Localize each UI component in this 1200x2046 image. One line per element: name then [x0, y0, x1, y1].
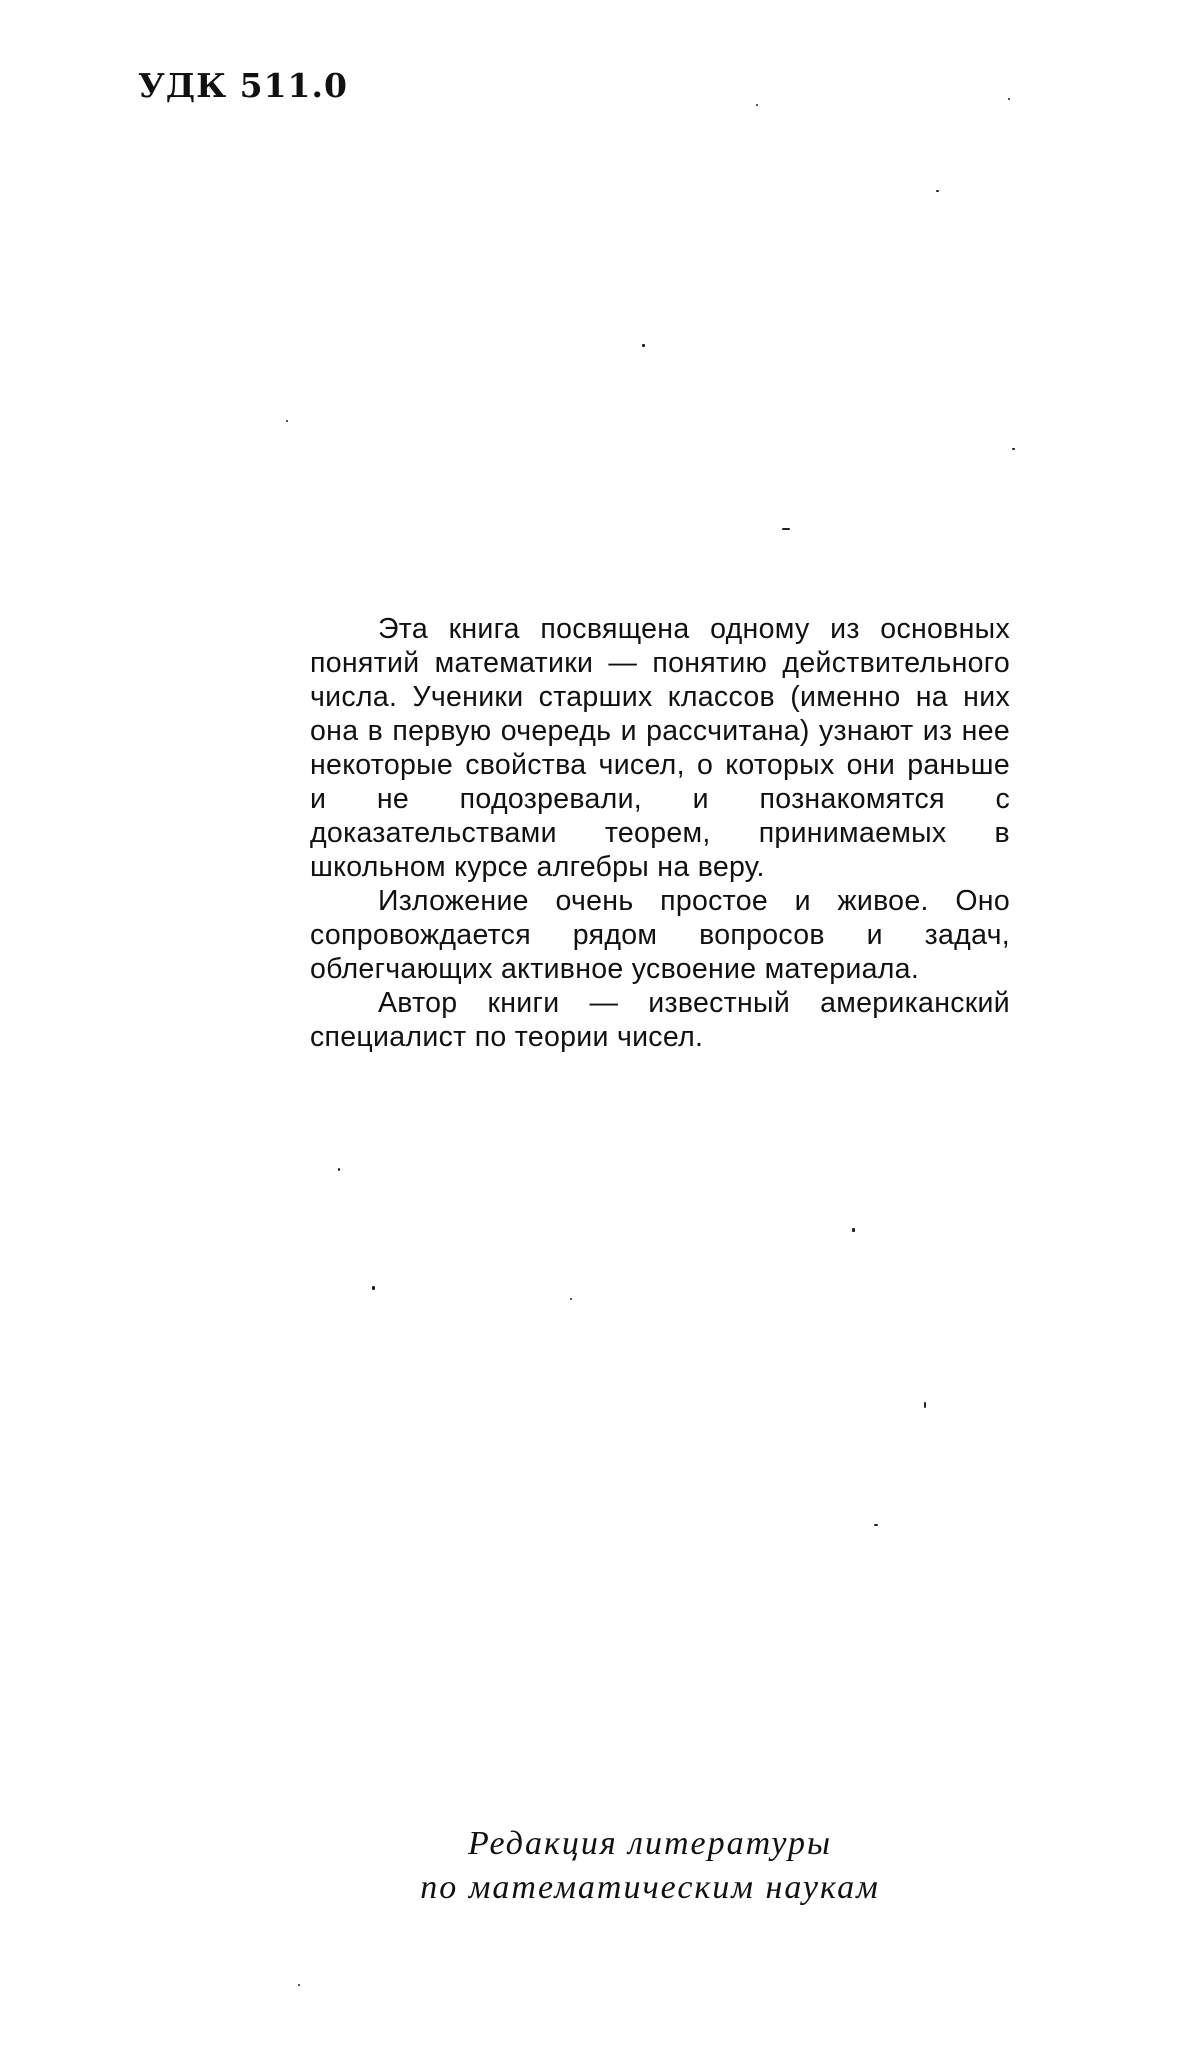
editorial-line: по математическим наукам	[420, 1869, 880, 1906]
annotation-paragraph: Эта книга посвящена одному из основных понятий математики — понятию действительного числа. Ученики старших классов (именно на них она в первую очередь и рассчитана) узнают из нее некоторые свойства чисел, о которых они раньше и не подозревали, и познакомятся с доказательствами теорем, принимаемых в школьном курсе алгебры на веру.	[310, 613, 1010, 883]
scan-speck	[286, 420, 288, 422]
udk-code: УДК 511.0	[138, 66, 348, 105]
scan-speck	[936, 190, 939, 192]
scan-speck	[874, 1524, 878, 1526]
editorial-line: Редакция литературы	[467, 1825, 833, 1862]
scan-speck	[338, 1168, 340, 1171]
scan-speck	[782, 528, 790, 530]
annotation-paragraph: Автор книги — известный американский специалист по теории чисел.	[310, 987, 1010, 1053]
scan-speck	[852, 1228, 855, 1232]
book-annotation	[310, 612, 1010, 1054]
scan-speck	[924, 1402, 926, 1408]
scan-speck	[756, 104, 758, 106]
scan-speck	[372, 1286, 375, 1290]
scan-speck	[570, 1298, 572, 1300]
scan-speck	[298, 1984, 300, 1986]
scan-speck	[1012, 448, 1015, 450]
scan-speck	[1008, 98, 1010, 100]
scan-speck	[642, 344, 645, 347]
annotation-paragraph: Изложение очень простое и живое. Оно сопровождается рядом вопросов и задач, облегчающих активное усвоение материала.	[310, 885, 1010, 985]
editorial-office	[320, 1822, 980, 1910]
